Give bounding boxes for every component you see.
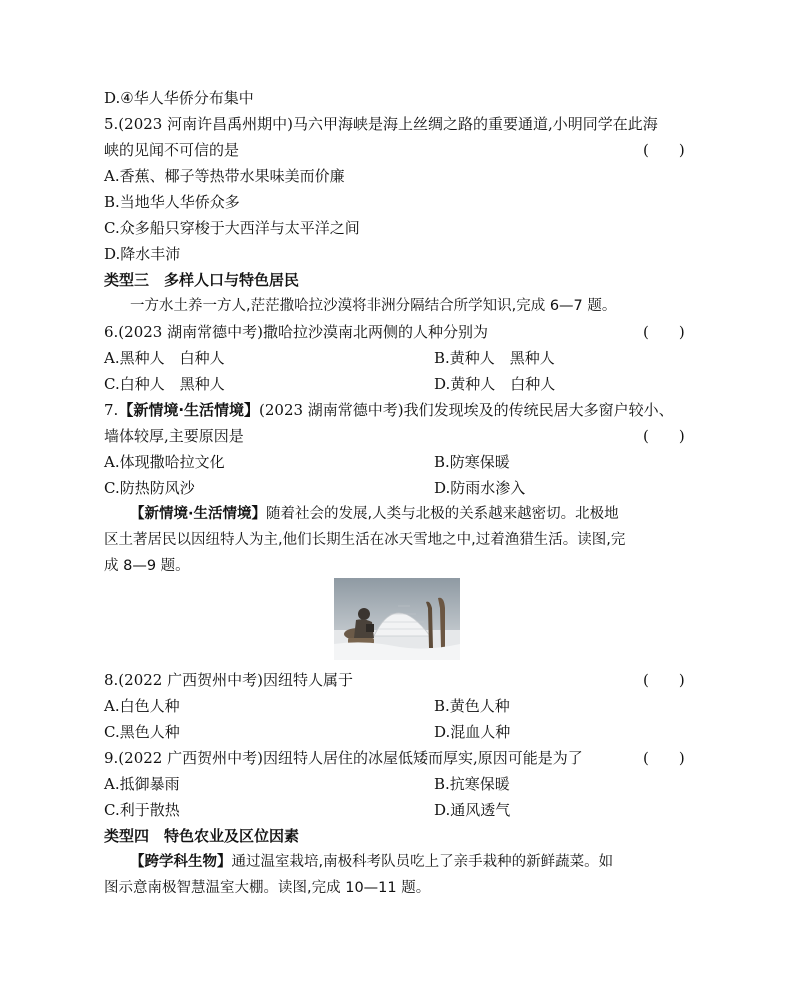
- question-9-option-a: A.抵御暴雨: [104, 775, 180, 793]
- question-8-option-b: B.黄色人种: [434, 697, 510, 715]
- question-8-option-d: D.混血人种: [434, 723, 511, 741]
- question-5-option-d: D.降水丰沛: [104, 245, 181, 263]
- question-9-option-b: B.抗寒保暖: [434, 775, 510, 793]
- question-5-option-a: A.香蕉、椰子等热带水果味美而价廉: [104, 167, 345, 185]
- answer-paren-6: ( ): [643, 323, 685, 341]
- question-9-stem: 9.(2022 广西贺州中考)因纽特人居住的冰屋低矮而厚实,原因可能是为了: [104, 749, 583, 767]
- question-7-option-c: C.防热防风沙: [104, 479, 195, 497]
- question-6-option-d: D.黄种人 白种人: [434, 375, 556, 393]
- question-6-option-c: C.白种人 黑种人: [104, 375, 225, 393]
- context-tag: 【新情境·生活情境】: [130, 506, 267, 522]
- question-8-option-c: C.黑色人种: [104, 723, 180, 741]
- question-8-option-a: A.白色人种: [104, 697, 180, 715]
- question-8-stem: 8.(2022 广西贺州中考)因纽特人属于: [104, 671, 353, 689]
- question-5-option-c: C.众多船只穿梭于大西洋与太平洋之间: [104, 219, 360, 237]
- question-7-stem-cont: 墙体较厚,主要原因是: [104, 427, 244, 445]
- question-7-stem: [104, 400, 674, 420]
- question-5-stem-cont: 峡的见闻不可信的是: [104, 141, 240, 159]
- context-tag: 【跨学科生物】: [130, 854, 232, 870]
- intro-8-9-cont2: 成 8—9 题。: [104, 558, 190, 574]
- intro-10-11-text: 通过温室栽培,南极科考队员吃上了亲手栽种的新鲜蔬菜。如: [231, 854, 614, 870]
- answer-paren-7: ( ): [643, 427, 685, 445]
- section-heading-4: 类型四 特色农业及区位因素: [104, 827, 300, 845]
- question-6-stem: 6.(2023 湖南常德中考)撒哈拉沙漠南北两侧的人种分别为: [104, 323, 488, 341]
- intro-8-9-text: 随着社会的发展,人类与北极的关系越来越密切。北极地: [266, 506, 619, 522]
- answer-paren-5: ( ): [643, 141, 685, 159]
- question-6-option-b: B.黄种人 黑种人: [434, 349, 555, 367]
- intro-10-11-cont: 图示意南极智慧温室大棚。读图,完成 10—11 题。: [104, 880, 431, 896]
- question-7-text: (2023 湖南常德中考)我们发现埃及的传统民居大多窗户较小、: [259, 401, 674, 419]
- inuit-igloo-photo: [334, 578, 460, 660]
- question-5-stem: 5.(2023 河南许昌禹州期中)马六甲海峡是海上丝绸之路的重要通道,小明同学在此海: [104, 115, 658, 133]
- section-heading-3: 类型三 多样人口与特色居民: [104, 271, 300, 289]
- context-tag: 【新情境·生活情境】: [118, 401, 260, 419]
- intro-6-7: 一方水土养一方人,茫茫撒哈拉沙漠将非洲分隔结合所学知识,完成 6—7 题。: [130, 298, 617, 314]
- igloo-scene-image: [334, 578, 460, 660]
- intro-10-11: [130, 852, 613, 872]
- intro-8-9-cont: 区土著居民以因纽特人为主,他们长期生活在冰天雪地之中,过着渔猎生活。读图,完: [104, 532, 626, 548]
- question-7-option-a: A.体现撒哈拉文化: [104, 453, 225, 471]
- question-7-option-d: D.防雨水渗入: [434, 479, 526, 497]
- question-9-option-d: D.通风透气: [434, 801, 511, 819]
- answer-paren-9: ( ): [643, 749, 685, 767]
- question-5-option-b: B.当地华人华侨众多: [104, 193, 240, 211]
- option-line: D.④华人华侨分布集中: [104, 89, 254, 107]
- question-6-option-a: A.黑种人 白种人: [104, 349, 225, 367]
- answer-paren-8: ( ): [643, 671, 685, 689]
- question-9-option-c: C.利于散热: [104, 801, 180, 819]
- question-number: 7.: [104, 401, 119, 419]
- intro-8-9: [130, 504, 619, 524]
- question-7-option-b: B.防寒保暖: [434, 453, 510, 471]
